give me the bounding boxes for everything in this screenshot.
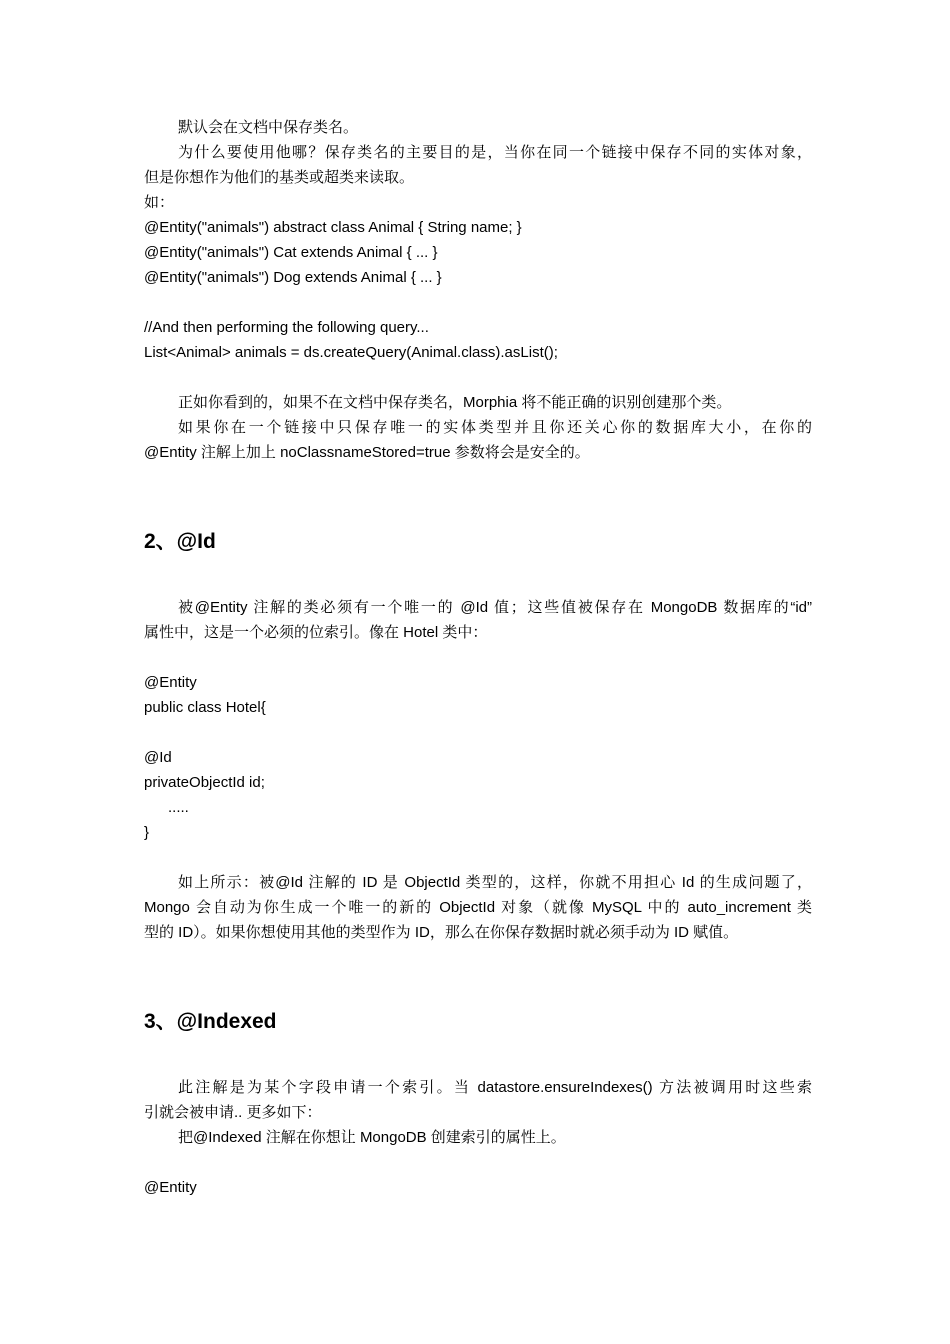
code-line: @Entity xyxy=(144,674,197,691)
section-3-paragraph-1-line-2: 引就会被申请.. 更多如下： xyxy=(144,1104,322,1121)
intro-paragraph-5-line-2: @Entity 注解上加上 noClassnameStored=true 参数将会是安全的。 xyxy=(144,444,590,461)
blank-line xyxy=(144,1150,812,1175)
section-2-paragraph-2-line-1: 如上所示：被@Id 注解的 ID 是 ObjectId 类型的，这样，你就不用担心 Id 的生成问题了， xyxy=(178,874,812,891)
blank-line xyxy=(144,645,812,670)
section-2-paragraph-1-line-1: 被@Entity 注解的类必须有一个唯一的 @Id 值；这些值被保存在 MongoDB 数据库的“id” xyxy=(178,599,812,616)
section-gap xyxy=(144,465,812,527)
code-line: @Entity xyxy=(144,1179,197,1196)
code-line: @Entity("animals") Cat extends Animal { ... } xyxy=(144,244,438,261)
intro-paragraph-1: 默认会在文档中保存类名。 xyxy=(178,119,359,136)
section-3-paragraph-2: 把@Indexed 注解在你想让 MongoDB 创建索引的属性上。 xyxy=(178,1129,566,1146)
intro-paragraph-4: 正如你看到的，如果不在文档中保存类名，Morphia 将不能正确的识别创建那个类。 xyxy=(178,394,732,411)
section-gap xyxy=(144,1037,812,1075)
code-line: @Id xyxy=(144,749,172,766)
code-line: } xyxy=(144,824,150,841)
section-2-paragraph-2-line-3: 型的 ID）。如果你想使用其他的类型作为 ID，那么在你保存数据时就必须手动为 ID 赋值。 xyxy=(144,924,739,941)
code-line: privateObjectId id; xyxy=(144,774,265,791)
blank-line xyxy=(144,720,812,745)
blank-line xyxy=(144,845,812,870)
code-line: List<Animal> animals = ds.createQuery(Animal.class).asList(); xyxy=(144,344,558,361)
code-line: //And then performing the following query... xyxy=(144,319,429,336)
section-2-heading: 2、@Id xyxy=(144,530,216,553)
section-2-paragraph-1-line-2: 属性中，这是一个必须的位索引。像在 Hotel 类中： xyxy=(144,624,488,641)
section-3-heading: 3、@Indexed xyxy=(144,1010,277,1033)
section-gap xyxy=(144,945,812,1007)
document-page xyxy=(144,115,812,1200)
code-line: @Entity("animals") Dog extends Animal { ... } xyxy=(144,269,442,286)
code-line: @Entity("animals") abstract class Animal { String name; } xyxy=(144,219,522,236)
blank-line xyxy=(144,365,812,390)
intro-paragraph-5-line-1: 如果你在一个链接中只保存唯一的实体类型并且你还关心你的数据库大小，在你的 xyxy=(178,419,812,436)
blank-line xyxy=(144,290,812,315)
intro-paragraph-2-line-1: 为什么要使用他哪？保存类名的主要目的是，当你在同一个链接中保存不同的实体对象， xyxy=(178,144,812,161)
section-gap xyxy=(144,557,812,595)
section-2-paragraph-2-line-2: Mongo 会自动为你生成一个唯一的新的 ObjectId 对象（就像 MySQL 中的 auto_increment 类 xyxy=(144,899,812,916)
code-line: public class Hotel{ xyxy=(144,699,266,716)
intro-example-label: 如： xyxy=(144,194,175,211)
section-3-paragraph-1-line-1: 此注解是为某个字段申请一个索引。当 datastore.ensureIndexes() 方法被调用时这些索 xyxy=(178,1079,812,1096)
intro-paragraph-2-line-2: 但是你想作为他们的基类或超类来读取。 xyxy=(144,169,415,186)
code-line: ..... xyxy=(168,799,189,816)
